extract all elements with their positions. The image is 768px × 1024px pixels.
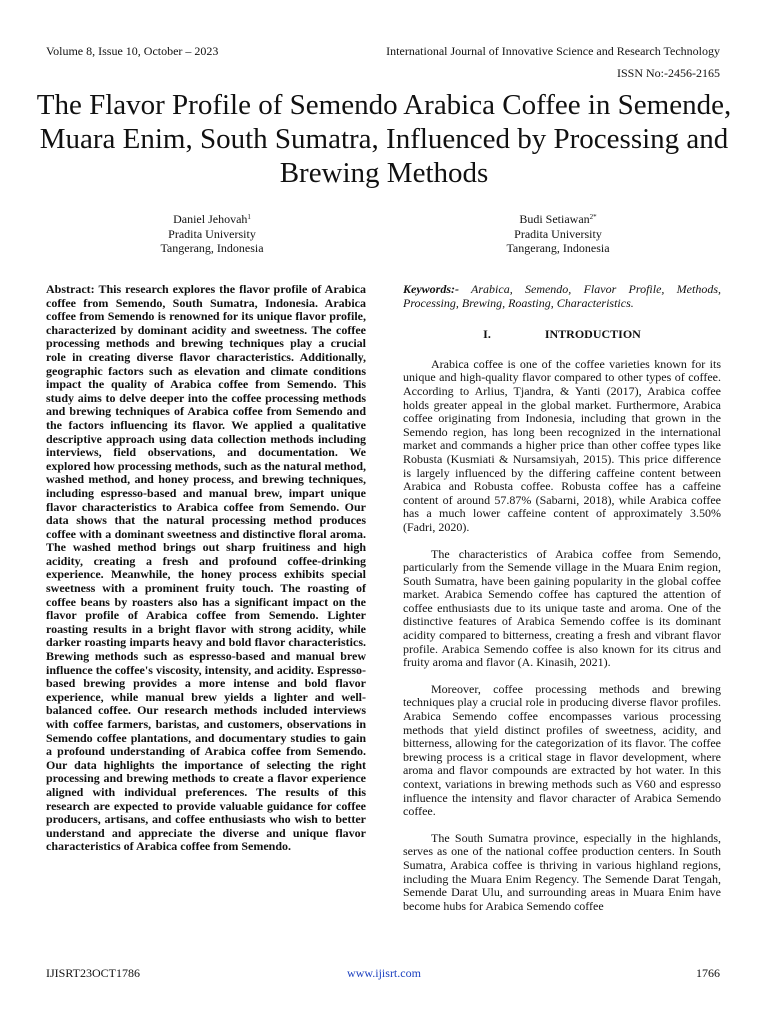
page-number: 1766 <box>696 966 720 980</box>
author-affiliation: Pradita University <box>168 226 256 241</box>
keywords <box>403 283 721 310</box>
journal-name: International Journal of Innovative Science and Research Technology <box>386 44 720 58</box>
author-affiliation-marker: 2* <box>589 213 597 221</box>
author-block-2 <box>458 212 658 256</box>
intro-paragraph-3: Moreover, coffee processing methods and brewing techniques play a crucial role in producing diverse flavor profiles. Arabica Semendo coffee encompasses various processing methods that yield distinct profiles of sweetness, acidity, and bitterness, allowing for the categorization of its flavor. The coffee brewing process is a critical stage in flavor development, where aroma and flavor compounds are extracted by hot water. In this context, variations in brewing methods such as V60 and espresso influence the intensity and flavor character of Arabica Semendo coffee. <box>403 681 721 819</box>
intro-paragraph-2: The characteristics of Arabica coffee from Semendo, particularly from the Semende village in the Muara Enim region, South Sumatra, have been gaining popularity in the global coffee market. Arabica Semendo coffee has captured the attention of coffee enthusiasts due to its unique taste and aroma. One of the distinctive features of Arabica Semendo coffee is its dominant acidity compared to bitterness, creating a fresh and vibrant flavor profile. Arabica Semendo coffee is also known for its citrus and fruity aroma and flavor (A. Kinasih, 2021). <box>403 546 721 670</box>
intro-paragraph-4: The South Sumatra province, especially in the highlands, serves as one of the national coffee production centers. In South Sumatra, Arabica coffee is thriving in various highland regions, including the Muara Enim Regency. The Semende Darat Tengah, Semende Darat Ulu, and surrounding areas in Muara Enim have become hubs for Arabica Semendo coffee <box>403 830 721 913</box>
section-title: INTRODUCTION <box>544 327 641 342</box>
abstract: Abstract: This research explores the flavor profile of Arabica coffee from Semendo, South Sumatra, Indonesia. Arabica coffee from Semendo is renowned for its unique flavor profile, characterized by dominant acidity and sweetness. The coffee processing methods and brewing techniques play a crucial role in creating diverse flavor characteristics. Additionally, geographic factors such as elevation and climate conditions impact the quality of Arabica coffee from Semendo. This study aims to delve deeper into the coffee processing methods and brewing techniques of Arabica coffee from Semendo and the factors influencing its flavor. We applied a qualitative descriptive approach using data collection methods including interviews, field observations, and documentation. We explored how processing methods, such as the natural method, washed method, and honey process, and brewing techniques, including espresso-based and manual brew, impart unique flavor characteristics to Arabica coffee from Semendo. Our data shows that the natural processing method produces coffee with a dominant sweetness and distinctive floral aroma. The washed method brings out sharp fruitiness and high acidity, creating a fresh and profound coffee-drinking experience. Meanwhile, the honey process exhibits special sweetness with a prominent fruity touch. The roasting of coffee beans by roasters also has a significant impact on the flavor profile of Arabica coffee from Semendo. Lighter roasting results in a bright flavor with strong acidity, while darker roasting imparts heavy and bold flavor characteristics. Brewing methods such as espresso-based and manual brew influence the coffee's viscosity, intensity, and acidity. Espresso-based brewing provides a more intense and bold flavor experience, while manual brew yields a lighter and well-balanced coffee. Our research methods included interviews with coffee farmers, baristas, and customers, observations in Semendo coffee plantations, and documentary studies to gain a profound understanding of Arabica coffee from Semendo. Our data highlights the importance of selecting the right processing and brewing methods to create a flavor experience aligned with individual preferences. The results of this research are expected to provide valuable guidance for coffee producers, artisans, and coffee enthusiasts who wish to better understand and appreciate the diverse and unique flavor characteristics of Arabica coffee from Semendo. <box>46 282 366 854</box>
journal-issn: ISSN No:-2456-2165 <box>616 66 720 80</box>
author-affiliation: Pradita University <box>514 226 602 241</box>
keywords-label: Keywords:- <box>403 283 459 296</box>
keywords-text: Arabica, Semendo, Flavor Profile, Methods, Processing, Brewing, Roasting, Characteristics. <box>403 283 721 310</box>
section-heading <box>403 328 721 342</box>
author-name: Budi Setiawan$^{2*}$ <box>519 212 597 226</box>
author-name: Daniel Jehovah$^1$ <box>173 212 251 226</box>
author-location: Tangerang, Indonesia <box>160 241 264 255</box>
author-location: Tangerang, Indonesia <box>506 241 610 255</box>
section-number: I. <box>483 327 491 342</box>
right-column <box>403 283 721 947</box>
author-affiliation-marker: 1 <box>247 213 251 221</box>
intro-paragraph-1: Arabica coffee is one of the coffee varieties known for its unique and high-quality flavor compared to other types of coffee. According to Arlius, Tjandra, & Yanti (2017), Arabica coffee holds greater appeal in the global market. Furthermore, Arabica coffee originating from Indonesia, including that grown in the Semendo region, has long been recognized in the international market and commands a higher price than other coffee types like Robusta (Kusmiati & Nursamsiyah, 2015). This price difference is largely influenced by the differing caffeine content between Arabica and Robusta coffee. Robusta coffee has a caffeine content of around 57.87% (Sabarni, 2018), while Arabica coffee has a much lower caffeine content of approximately 3.50% (Fadri, 2020). <box>403 356 721 534</box>
journal-website-link[interactable]: www.ijisrt.com <box>347 966 421 980</box>
paper-title: The Flavor Profile of Semendo Arabica Coffee in Semende, Muara Enim, South Sumatra, Influenced by Processing and Brewing Methods <box>36 89 732 189</box>
author-block-1 <box>112 212 312 256</box>
journal-volume: Volume 8, Issue 10, October – 2023 <box>46 44 219 58</box>
paper-code: IJISRT23OCT1786 <box>46 966 140 980</box>
